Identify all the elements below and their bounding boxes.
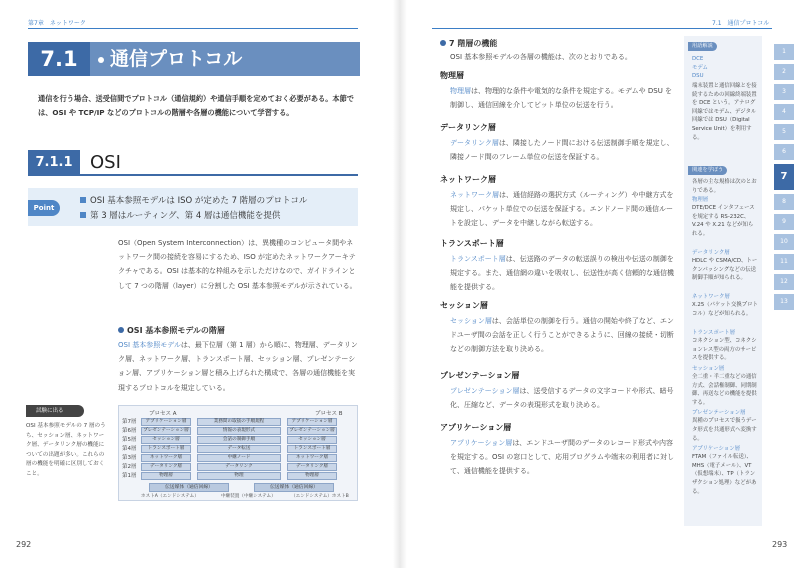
point-text: OSI 基本参照モデルは ISO が定めた 7 階層のプロトコル <box>90 196 308 206</box>
section-title <box>98 42 242 76</box>
diagram-cell-middle: 中継ノード <box>197 454 281 462</box>
diagram-cell-right: データリンク層 <box>287 463 337 471</box>
layer-heading: セッション層 <box>440 301 488 310</box>
diagram-label-left: プロセス A <box>149 411 177 417</box>
chapter-thumb-2[interactable]: 2 <box>774 64 794 80</box>
layer-heading: アプリケーション層 <box>440 423 512 432</box>
diagram-cell-left: アプリケーション層 <box>141 418 191 426</box>
sidebar-tag: 用語解説 <box>688 42 717 51</box>
bullet-icon <box>98 57 104 63</box>
bullet-icon <box>440 40 446 46</box>
sidebar-entry-text: HDLC や CSMA/CD、トークンパッシングなどの伝送制御手順が知られる。 <box>692 258 758 282</box>
chapter-thumb-9[interactable]: 9 <box>774 214 794 230</box>
diagram-cell-middle: 物理 <box>197 472 281 480</box>
point-text: 第 3 層はルーティング、第 4 層は通信機能を提供 <box>90 211 281 221</box>
heading-text: 7 階層の機能 <box>449 39 498 48</box>
body-text: は、最下位層（第 1 層）から順に、物理層、データリンク層、ネットワーク層、トランスポート層、セッション層、プレゼンテーション層、アプリケーション層と積み上げられた構成で、各層の通信機能を実現するプロトコルを規定している。 <box>118 341 358 392</box>
layer-text: は、通信経路の選択方式（ルーティング）や中継方式を規定し、パケット単位での伝送を保証する。エンドノード間の通信ルートを設定し、データを中継しながら転送する。 <box>450 191 674 228</box>
layer-heading: ネットワーク層 <box>440 175 496 184</box>
body-paragraph: OSI（Open System Interconnection）は、異機種のコンピュータ間やネットワーク間の接続を容易にするため、ISO が定めたネットワークアーキテクチャである。OSI は基本的な枠組みを示しただけなので、ガイドラインとして 7 つの階層（layer）に分割した OSI 基本参照モデルが示されている。 <box>118 239 357 290</box>
sidebar-tag: 関連を学ぼう <box>688 166 727 175</box>
sidebar-entry-text: FTAM（ファイル転送）、MHS（電子メール）、VT（仮想端末）、TP（トランザクション処理）などがある。 <box>692 454 757 495</box>
layer-heading: トランスポート層 <box>440 239 504 248</box>
diagram-footer: ホストA（エンドシステム） <box>141 494 199 499</box>
chapter-thumb-3[interactable]: 3 <box>774 84 794 100</box>
diagram-row <box>119 463 359 471</box>
sidebar-entry-text: DTE/DCE インタフェースを規定する RS-232C、V.24 や X.21 などが知られる。 <box>692 205 755 237</box>
diagram-row <box>119 427 359 435</box>
layer-term: 物理層 <box>450 87 471 95</box>
diagram-label-right: プロセス B <box>315 411 343 417</box>
side-note-tag: 試験に出る <box>26 405 84 417</box>
point-line <box>80 194 307 206</box>
osi-diagram <box>118 405 358 501</box>
sidebar-entry-term: トランスポート層 <box>692 330 735 337</box>
keyword: OSI 基本参照モデル <box>118 341 181 349</box>
diagram-cell-left: トランスポート層 <box>141 445 191 453</box>
section-title-text: 通信プロトコル <box>110 48 243 70</box>
layer-description <box>450 84 675 112</box>
sidebar-entry-text: コネクション型、コネクションレス型の両方のサービスを提供する。 <box>692 338 757 362</box>
layer-heading: データリンク層 <box>440 123 496 132</box>
chapter-thumb-10[interactable]: 10 <box>774 234 794 250</box>
side-note-text: OSI 基本参照モデルの 7 層のうち、セッション層、ネットワーク層、データリンク層の機能についての出題が多い。これらの層の機能を明確に区別しておくこと。 <box>26 423 106 477</box>
diagram-cell-right: プレゼンテーション層 <box>287 427 337 435</box>
diagram-cell-middle: データ転送 <box>197 445 281 453</box>
diagram-row <box>119 445 359 453</box>
sidebar-entry-term: セッション層 <box>692 366 725 372</box>
chapter-thumb-1[interactable]: 1 <box>774 44 794 60</box>
diagram-cell-right: トランスポート層 <box>287 445 337 453</box>
heading-osi-model <box>118 325 225 336</box>
diagram-row <box>119 454 359 462</box>
chapter-thumb-13[interactable]: 13 <box>774 294 794 310</box>
section-banner <box>28 42 360 76</box>
sidebar-text: 各層の主な規格は次のとおりである。 <box>692 179 757 194</box>
running-head-right: 7.1 通信プロトコル <box>712 20 770 27</box>
layer-description <box>450 136 675 164</box>
running-head-left: 第7章 ネットワーク <box>28 20 86 27</box>
diagram-cell-middle: データリンク <box>197 463 281 471</box>
layer-term: プレゼンテーション層 <box>450 387 520 395</box>
square-bullet-icon <box>80 197 86 203</box>
diagram-layer-label: 第6層 <box>122 428 137 434</box>
layer-heading: プレゼンテーション層 <box>440 371 520 380</box>
diagram-row <box>119 436 359 444</box>
sidebar-entry-text: X.25（パケット交換プロトコル）などが知られる。 <box>692 302 758 317</box>
diagram-cell-left: ネットワーク層 <box>141 454 191 462</box>
diagram-cell-right: 物理層 <box>287 472 337 480</box>
page-number-left: 292 <box>16 540 32 549</box>
diagram-layer-label: 第5層 <box>122 437 137 443</box>
heading-seven-layers <box>440 38 497 49</box>
page-number-right: 293 <box>772 540 788 549</box>
diagram-cell-right: セッション層 <box>287 436 337 444</box>
sidebar-entry-term: ネットワーク層 <box>692 294 730 301</box>
sidebar-text: 端末装置と通信回線とを接続するための回線終端装置を DCE という。アナログ回線ではモデム、デジタル回線では DSU（Digital Service Unit）を利用する。 <box>692 83 757 141</box>
layer-description <box>450 314 675 357</box>
layer-term: トランスポート層 <box>450 255 506 263</box>
diagram-cell-right: アプリケーション層 <box>287 418 337 426</box>
diagram-footer: 中継装置（中継システム） <box>221 494 276 499</box>
diagram-layer-label: 第7層 <box>122 419 137 425</box>
point-line <box>80 209 280 221</box>
sidebar-entry-term: 物理層 <box>692 197 709 203</box>
section-number: 7.1 <box>28 42 90 76</box>
diagram-cell-right: ネットワーク層 <box>287 454 337 462</box>
chapter-thumb-7[interactable]: 7 <box>774 164 794 190</box>
diagram-footer: （エンドシステム）ホストB <box>291 494 349 499</box>
diagram-layer-label: 第2層 <box>122 464 137 470</box>
side-note <box>26 405 108 479</box>
layer-term: セッション層 <box>450 317 492 325</box>
layer-text: は、物理的な条件や電気的な条件を規定する。モデムや DSU を制御し、通信回線を介してビット単位の伝送を行う。 <box>450 87 673 110</box>
chapter-thumb-11[interactable]: 11 <box>774 254 794 270</box>
diagram-cell-middle: 業務間の取扱の手順規程 <box>197 418 281 426</box>
layer-term: ネットワーク層 <box>450 191 499 199</box>
subsection-number: 7.1.1 <box>28 150 80 176</box>
layer-heading: 物理層 <box>440 71 464 80</box>
subsection-title: OSI <box>90 152 121 173</box>
running-head-rule <box>28 28 358 29</box>
chapter-thumb-4[interactable]: 4 <box>774 104 794 120</box>
diagram-row <box>119 472 359 480</box>
layer-description <box>450 188 675 231</box>
layers-intro: OSI 基本参照モデルの各層の機能は、次のとおりである。 <box>450 53 632 61</box>
sidebar-entry-text: 全二重・半二重などの通信方式、会話権制御、同期制御、再送などの機能を提供する。 <box>692 374 757 406</box>
chapter-thumb-5[interactable]: 5 <box>774 124 794 140</box>
chapter-thumb-8[interactable]: 8 <box>774 194 794 210</box>
chapter-thumb-6[interactable]: 6 <box>774 144 794 160</box>
diagram-cell-middle: 会話の制御手順 <box>197 436 281 444</box>
subsection-banner <box>28 150 358 176</box>
diagram-cell-left: セッション層 <box>141 436 191 444</box>
diagram-layer-label: 第1層 <box>122 473 137 479</box>
sidebar-entry-term: プレゼンテーション層 <box>692 410 746 417</box>
diagram-medium: 伝送媒体（通信回線） <box>149 483 229 492</box>
layer-text: は、送受信するデータの文字コードや形式、暗号化、圧縮など、データの表現形式を取り決める。 <box>450 387 674 410</box>
sidebar-entry-term: データリンク層 <box>692 250 730 256</box>
section-intro: 通信を行う場合、送受信間でプロトコル（通信規約）や通信手順を定めておく必要がある。本節では、OSI や TCP/IP などのプロトコルの階層や各層の機能について学習する。 <box>38 94 354 117</box>
heading-text: OSI 基本参照モデルの階層 <box>127 326 225 335</box>
diagram-cell-left: プレゼンテーション層 <box>141 427 191 435</box>
body-paragraph <box>118 338 360 395</box>
layer-text: は、エンドユーザ間のデータのレコード形式や内容を規定する。OSI の窓口として、応用プログラムや端末の利用者に対して、通信機能を提供する。 <box>450 439 675 476</box>
point-box <box>28 188 358 226</box>
layer-term: アプリケーション層 <box>450 439 513 447</box>
diagram-cell-left: データリンク層 <box>141 463 191 471</box>
square-bullet-icon <box>80 212 86 218</box>
diagram-row <box>119 418 359 426</box>
diagram-cell-middle: 情報の表現形式 <box>197 427 281 435</box>
diagram-cell-left: 物理層 <box>141 472 191 480</box>
diagram-layer-label: 第4層 <box>122 446 137 452</box>
layer-description <box>450 252 675 295</box>
diagram-medium: 伝送媒体（通信回線） <box>254 483 334 492</box>
layer-term: データリンク層 <box>450 139 499 147</box>
running-head-rule <box>432 28 772 29</box>
layer-description <box>450 384 675 412</box>
layer-description <box>450 436 675 479</box>
sidebar-entry-text: 異種のプロセスで扱うデータ形式を共通形式へ変換する。 <box>692 418 757 442</box>
diagram-layer-label: 第3層 <box>122 455 137 461</box>
layer-text: は、伝送路のデータの転送誤りの検出や伝送の制御を規定する。また、通信網の違いを吸収し、伝送性が高く信頼的な通信機能を提供する。 <box>450 255 674 292</box>
sidebar-entry-term: アプリケーション層 <box>692 446 740 453</box>
layer-text: は、隣接したノード間における伝送制御手順を規定し、隣接ノード間のフレーム単位の伝送を保証する。 <box>450 139 674 162</box>
bullet-icon <box>118 327 124 333</box>
sidebar-term: DCE モデム DSU <box>692 56 708 80</box>
chapter-thumb-12[interactable]: 12 <box>774 274 794 290</box>
point-tag: Point <box>28 200 60 216</box>
layer-text: は、会話単位の制御を行う。通信の開始や終了など、エンドユーザ間の会話を正しく行うことができるように、回線の接続・切断などの制御方法を取り決める。 <box>450 317 674 354</box>
